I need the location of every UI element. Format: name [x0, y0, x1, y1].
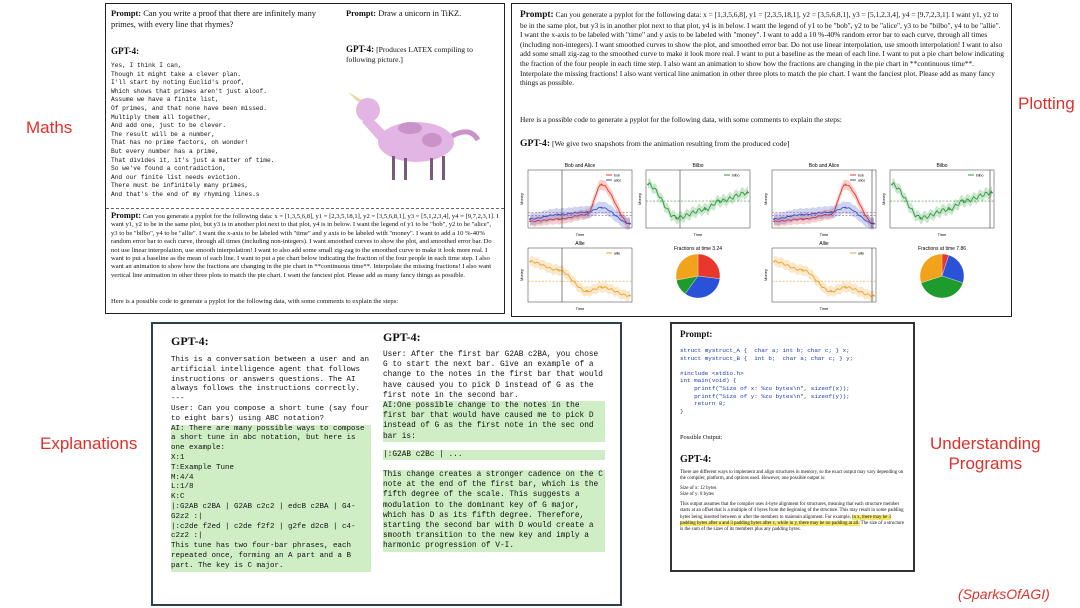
data-point — [629, 295, 631, 297]
abc-line: L:1/8 — [171, 483, 371, 493]
data-point — [601, 207, 603, 209]
explanations-left-closing: This tune has two four-bar phrases, each repeated once, forming an A part and a B part. The key is C major. — [171, 542, 371, 571]
code-line: printf("Size of y: %zu bytes\n", sizeof(y)); — [680, 392, 850, 400]
line-plot — [637, 163, 750, 237]
explanations-right-gpt-label: GPT-4: — [383, 330, 421, 344]
line-plot — [763, 163, 876, 237]
plotting-gpt — [520, 138, 1004, 149]
maths-prompt-label: Prompt: — [111, 9, 142, 18]
maths-prompt-text: Can you write a proof that there are infinitely many primes, with every line that rhymes? — [111, 9, 316, 29]
code-line — [680, 362, 908, 370]
y-axis-label: Money — [763, 192, 768, 206]
code-line: printf("Size of x: %zu bytes\n", sizeof(x)); — [680, 384, 850, 392]
data-point — [601, 286, 603, 288]
x-axis-label: Time — [575, 232, 585, 237]
drawing-prompt-text: Draw a unicorn in TiKZ. — [378, 9, 462, 18]
code-line: int main(void) { — [680, 377, 737, 385]
x-axis-label: Time — [819, 306, 829, 311]
pie-slice — [698, 254, 720, 279]
programs-gpt-label: GPT-4: — [680, 454, 712, 465]
plot-title: Bilbo — [692, 163, 704, 169]
y-axis-label: Money — [881, 192, 886, 206]
code-line: #include <stdio.h> — [680, 369, 744, 377]
explanations-ai-turn: AI: There are many possible ways to compose a short tune in abc notation, but here is one example: — [171, 425, 371, 454]
maths-drawing-panel — [105, 3, 505, 314]
maths-prompt — [111, 8, 336, 30]
programs-prompt-label: Prompt: — [680, 329, 713, 339]
abc-line: G2z2 :| — [171, 513, 371, 523]
plotting-gpt-text: [We give two snapshots from the animation resulting from the produced code] — [551, 139, 790, 148]
data-point — [963, 200, 965, 202]
data-point — [586, 211, 588, 213]
pie-slice — [676, 254, 698, 280]
abc-line: |:G2AB c2BA | G2AB c2c2 | edcB c2BA | G4- — [171, 503, 371, 513]
data-point — [773, 261, 775, 263]
data-point — [920, 217, 922, 219]
data-point — [676, 217, 678, 219]
explanations-right-user: User: After the first bar G2AB c2BA, you chose G to start the next bar. Give an example of a change to the notes in the first bar that would have caused you to pick D instead of G as the first note in the second bar. — [383, 351, 603, 400]
plot-prompt-small-text: Can you generate a pyplot for the following data: x = [1,3,5,6,8], y1 = [2,3,5,18,1], y2 = [3,5,6,8,1], y3 = [5,1,2,3,4], y4 = [9,7,2,3,1]. I want y1, y2 to be in the same plot, but y3 is in another plot next to that plot, y4 is in below. I want the legend of y1 to be "bob", y2 to be "alice", y3 to be "bilbo", y4 to be "allie". I want the x-axis to be labeled with "time" and y axis to be labeled with "money". I want to add a 10 %-40% random error bar to each curve, through all times (including non-integers). I want smoothed curves to show the plot, and smoothed error bar. Do not use linear interpolation, use smooth interpolation! I want to also add some small zig-zag to the smoothed curve to make it look more real. I want to put a baseline as the mean of each line. I want to put a pie chart below indicating the fraction of the four people in each time step. I also want an animation to show how the fractions are changing in the pie chart in **continuous time**. Interpolate the missing fractions! I also want vertical line animation in other three plots to match the pie chart. I want the fanciest plot. Please add as many fancy things as possible. — [111, 213, 499, 279]
plot-title: Bob and Alice — [564, 163, 596, 169]
programs-p2 — [680, 502, 906, 532]
maths-gpt-label: GPT-4: — [111, 46, 140, 56]
drawing-gpt-label: GPT-4: — [346, 44, 375, 54]
legend-label: bob — [614, 173, 620, 178]
x-axis-label: Time — [819, 232, 829, 237]
explanations-intro: This is a conversation between a user and an artificial intelligence agent that follows instructions or answers questions. The AI always follows the instructions correctly. — [171, 356, 370, 394]
programs-p1: There are different ways to implement and align structures in memory, so the exact output may vary depending on the compiler, platform, and options used. However, one possible output is: — [680, 470, 904, 482]
maths-poem: Yes, I think I can, Though it might take a clever plan. I'll start by noting Euclid's proof, Which shows that primes aren't just aloof. Assume we have a finite list, Of primes, and that none have been missed. Multiply them all together, And add one, just to be clever. The result will be a number, That has no prime factors, oh wonder! But every number has a prime, That divides it, it's just a matter of time. So we've found a contradiction, And our finite list needs eviction. There must be infinitely many primes, And that's the end of my rhyming lines.s — [111, 62, 275, 198]
line-plot — [519, 163, 632, 237]
drawing-prompt — [346, 8, 496, 19]
data-point — [529, 261, 531, 263]
data-point — [830, 291, 832, 293]
data-point — [601, 184, 603, 186]
data-point — [991, 192, 993, 194]
plotting-prompt-label: Prompt: — [520, 10, 554, 20]
plot-title: Allie — [819, 241, 829, 247]
data-point — [586, 291, 588, 293]
data-point — [830, 211, 832, 213]
data-point — [802, 214, 804, 216]
x-axis-label: Time — [937, 232, 947, 237]
y-axis-label: Money — [637, 192, 642, 206]
plot-prompt-small — [111, 212, 499, 280]
pie-chart — [674, 246, 722, 298]
data-point — [747, 192, 749, 194]
legend-label: bilbo — [732, 173, 740, 178]
programs-panel — [670, 322, 915, 572]
explanations-panel — [151, 322, 622, 606]
code-line: struct mystruct_A { char a; int b; char c; } x; — [680, 347, 850, 354]
plotting-gpt-label: GPT-4: — [520, 138, 551, 149]
x-axis-label: Time — [575, 306, 585, 311]
pie-title: Fractions at time 7.86 — [917, 246, 967, 252]
explanations-right-abc: |:G2AB c2Bc | ... — [383, 450, 605, 460]
legend-label: bilbo — [976, 173, 984, 178]
programs-gpt-answer — [680, 470, 906, 533]
abc-line: c2z2 :| — [171, 532, 371, 542]
code-line: struct mystruct_B { int b; char a; char c; } y; — [680, 354, 854, 362]
plotting-prompt — [520, 10, 1004, 88]
abc-notation-block — [171, 454, 371, 542]
data-point — [873, 223, 875, 225]
data-point — [802, 269, 804, 271]
maths-category-label: Maths — [26, 118, 73, 137]
code-block — [680, 347, 908, 415]
understanding-programs-category-label — [930, 434, 1041, 474]
data-point — [845, 184, 847, 186]
y-axis-label: Money — [519, 268, 524, 282]
data-point — [773, 218, 775, 220]
plotting-panel — [511, 3, 1012, 317]
legend-label: allie — [858, 251, 865, 256]
code-line: } — [680, 407, 684, 415]
data-point — [845, 207, 847, 209]
abc-line: |:c2de f2ed | c2de f2f2 | g2fe d2cB | c4- — [171, 523, 371, 533]
programs-out1: Size of x: 12 bytes — [680, 486, 717, 492]
data-point — [719, 200, 721, 202]
plot-title: Bob and Alice — [808, 163, 840, 169]
plot-title: Allie — [575, 241, 585, 247]
programs-p2-end: The size of a structure is the sum of the sizes of its members plus any padding bytes. — [680, 520, 905, 532]
animation-snapshot-1 — [518, 162, 758, 312]
plotting-closing: Here is a possible code to generate a pyplot for the following data, with some comments to explain the steps: — [520, 115, 842, 124]
programs-line: Programs — [948, 454, 1023, 473]
abc-line: T:Example Tune — [171, 464, 371, 474]
data-point — [529, 218, 531, 220]
data-point — [891, 184, 893, 186]
legend-label: bob — [858, 173, 864, 178]
data-point — [845, 286, 847, 288]
source-credit: (SparksOfAGI) — [958, 586, 1050, 602]
explanations-left-content — [171, 356, 371, 572]
data-point — [558, 214, 560, 216]
abc-line: M:4/4 — [171, 474, 371, 484]
code-line: return 0; — [680, 400, 726, 408]
legend-label: alice — [858, 178, 866, 183]
programs-out2: Size of y: 8 bytes — [680, 492, 714, 498]
explanations-user-turn: User: Can you compose a short tune (say four to eight bars) using ABC notation? — [171, 404, 370, 423]
drawing-gpt-text: [Produces LATEX compiling to following picture.] — [346, 45, 473, 64]
y-axis-label: Money — [763, 268, 768, 282]
drawing-prompt-label: Prompt: — [346, 9, 377, 18]
plot-title: Bilbo — [936, 163, 948, 169]
x-axis-label: Time — [693, 232, 703, 237]
drawing-gpt — [346, 44, 496, 65]
plotting-category-label: Plotting — [1018, 94, 1075, 113]
data-point — [629, 223, 631, 225]
explanations-right-closing: This change creates a stronger cadence on the C note at the end of the first bar, which is the fifth degree of the scale. This suggests a modulation to the dominant key of G major, which has D as its fifth degree. Therefore, starting the second bar with D would create a smooth transition to the new key and imply a harmonic progression of V-I. — [383, 470, 605, 552]
explanations-sep: --- — [171, 395, 185, 404]
programs-p2-highlight: in x, there may be 3 padding bytes after a and 3 padding bytes after c, while in y, there may be no padding at all. — [680, 514, 891, 526]
explanations-category-label: Explanations — [40, 434, 138, 453]
explanations-left-gpt-label: GPT-4: — [171, 334, 209, 348]
line-plot — [763, 241, 876, 311]
data-point — [948, 208, 950, 210]
abc-line: K:C — [171, 493, 371, 503]
animation-snapshot-2 — [762, 162, 1002, 312]
line-plot — [519, 241, 632, 311]
divider — [106, 208, 504, 209]
pie-chart — [918, 246, 966, 298]
legend-label: allie — [614, 251, 621, 256]
pie-title: Fractions at time 3.24 — [673, 246, 723, 252]
plot-prompt-small-label: Prompt: — [111, 211, 142, 220]
explanations-right-content — [383, 350, 605, 552]
y-axis-label: Money — [519, 192, 524, 206]
programs-p2-start: This output assumes that the compiler uses 4-byte alignment for structures, meaning that each structure member starts at an offset that is a multiple of 4 bytes from the beginning of the structure. This may result in some padding bytes being inserted between or after the members to maintain alignment. For example, — [680, 502, 904, 520]
data-point — [873, 295, 875, 297]
understanding-line: Understanding — [930, 434, 1041, 453]
possible-output-label: Possible Output: — [680, 434, 723, 441]
abc-line: X:1 — [171, 454, 371, 464]
data-point — [647, 184, 649, 186]
explanations-right-ai: AI:One possible change to the notes in the first bar that would have caused me to pick D instead of G as the first note in the sec ond bar is: — [383, 401, 605, 442]
plot-prompt-small-closing: Here is a possible code to generate a pyplot for the following data, with some comments to explain the steps: — [111, 298, 399, 305]
plotting-prompt-text: Can you generate a pyplot for the following data: x = [1,3,5,6,8], y1 = [2,3,5,18,1], y2 = [3,5,6,8,1], y3 = [5,1,2,3,4], y4 = [9,7,2,3,1]. I want y1, y2 to be in the same plot, but y3 is in another plot next to that plot, y4 is in below. I want the legend of y1 to be "bob", y2 to be "alice", y3 to be "bilbo", y4 to be "allie". I want the x-axis to be labeled with "time" and y axis to be labeled with "money". I want to add a 10 %-40% random error bar to each curve, through all times (including non-integers). I want smoothed curves to show the plot, and smoothed error bar. Do not use linear interpolation, use smooth interpolation! I want to also add some small zig-zag to the smoothed curve to make it look more real. I want to put a baseline as the mean of each line. I want to put a pie chart below indicating the fraction of the four people in each time step. I also want an animation to show how the fractions are changing in the pie chart in **continuous time**. Interpolate the missing fractions! I also want vertical line animation in other three plots to match the pie chart. I want the fanciest plot. Please add as many fancy things as possible. — [520, 10, 1004, 88]
data-point — [704, 208, 706, 210]
legend-label: alice — [614, 178, 622, 183]
line-plot — [881, 163, 994, 237]
data-point — [558, 269, 560, 271]
unicorn-drawing — [344, 76, 494, 196]
